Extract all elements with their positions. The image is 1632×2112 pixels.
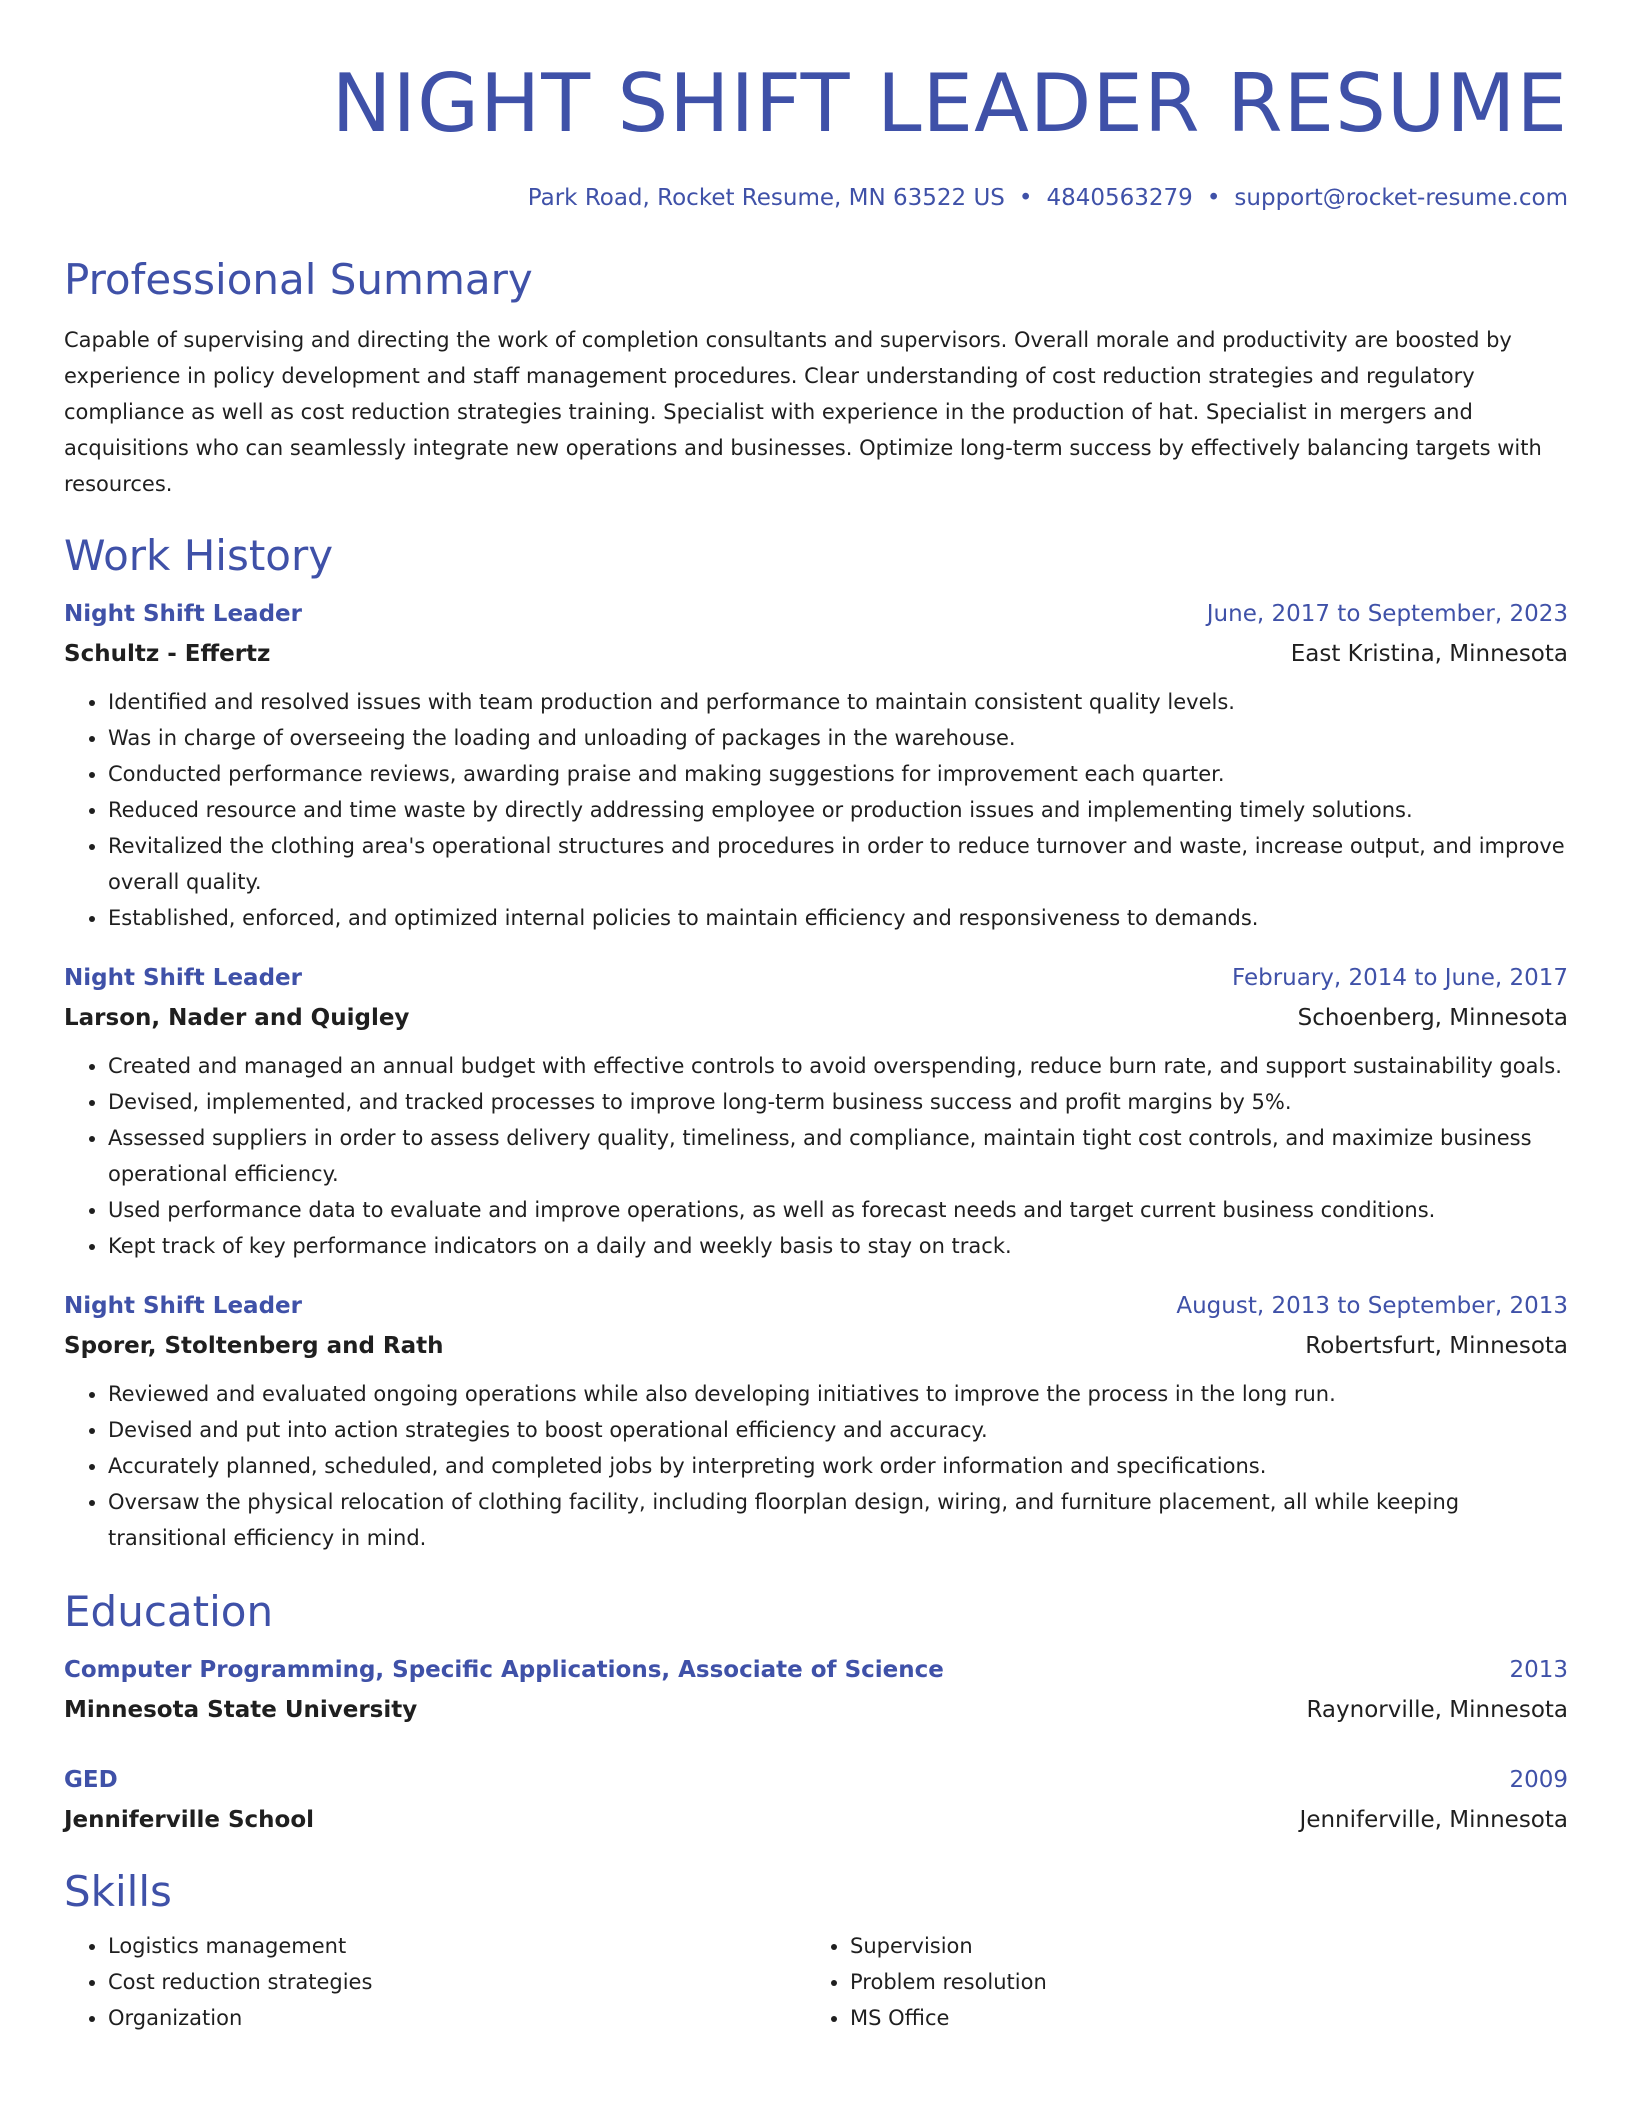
list-item: • Was in charge of overseeing the loading and unloading of packages in the warehouse. xyxy=(108,720,1568,756)
list-item: • Used performance data to evaluate and improve operations, as well as forecast needs and target current business conditions. xyxy=(108,1192,1568,1228)
list-item: • Supervision xyxy=(850,1928,1548,1964)
education-entry xyxy=(64,1760,1568,1840)
separator-dot: • xyxy=(1018,185,1033,211)
list-item: • Created and managed an annual budget with effective controls to avoid overspending, reduce burn rate, and support sustainability goals. xyxy=(108,1048,1568,1084)
education-subheader xyxy=(64,1800,1568,1840)
job-company: Schultz - Effertz xyxy=(64,641,271,667)
job-location: East Kristina, Minnesota xyxy=(1290,641,1568,667)
job-header xyxy=(64,594,1568,634)
list-item: • MS Office xyxy=(850,2000,1548,2036)
education-degree: Computer Programming, Specific Applications, Associate of Science xyxy=(64,1657,944,1683)
job-dates: August, 2013 to September, 2013 xyxy=(1176,1293,1568,1319)
job-dates: February, 2014 to June, 2017 xyxy=(1231,965,1568,991)
contact-line xyxy=(64,182,1568,214)
education-heading: Education xyxy=(64,1587,274,1636)
list-item: • Cost reduction strategies xyxy=(108,1964,806,2000)
skills-heading: Skills xyxy=(64,1867,172,1916)
list-item: • Organization xyxy=(108,2000,806,2036)
email-link[interactable]: support@rocket-resume.com xyxy=(1234,185,1568,211)
list-item: • Conducted performance reviews, awarding praise and making suggestions for improvement each quarter. xyxy=(108,756,1568,792)
separator-dot: • xyxy=(1206,185,1221,211)
education-school: Jenniferville School xyxy=(64,1807,315,1833)
skills-list xyxy=(64,1928,1568,2036)
address: Park Road, Rocket Resume, MN 63522 US xyxy=(527,185,1005,211)
work-history-list xyxy=(64,594,1568,1556)
education-subheader xyxy=(64,1690,1568,1730)
job-bullets xyxy=(64,1048,1568,1264)
resume-page xyxy=(64,0,1568,2036)
job-subheader xyxy=(64,1326,1568,1366)
education-header xyxy=(64,1650,1568,1690)
list-item: • Problem resolution xyxy=(850,1964,1548,2000)
job-role: Night Shift Leader xyxy=(64,601,302,627)
job-company: Larson, Nader and Quigley xyxy=(64,1005,410,1031)
list-item: • Kept track of key performance indicators on a daily and weekly basis to stay on track. xyxy=(108,1228,1568,1264)
education-degree: GED xyxy=(64,1767,118,1793)
summary-text: Capable of supervising and directing the work of completion consultants and supervisors. Overall morale and productivity are boosted by experience in policy development and staff management procedures. Clear understanding of cost reduction strategies and regulatory compliance as well as cost reduction strategies training. Specialist with experience in the production of hat. Specialist in mergers and acquisitions who can seamlessly integrate new operations and businesses. Optimize long-term success by effectively balancing targets with resources. xyxy=(64,328,1542,496)
list-item: • Devised and put into action strategies to boost operational efficiency and accuracy. xyxy=(108,1412,1568,1448)
list-item: • Identified and resolved issues with team production and performance to maintain consistent quality levels. xyxy=(108,684,1568,720)
job-header xyxy=(64,1286,1568,1326)
work-history-heading: Work History xyxy=(64,531,334,580)
list-item: • Revitalized the clothing area's operational structures and procedures in order to reduce turnover and waste, increase output, and improve overall quality. xyxy=(108,828,1568,900)
list-item: • Devised, implemented, and tracked processes to improve long-term business success and profit margins by 5%. xyxy=(108,1084,1568,1120)
list-item: • Reduced resource and time waste by directly addressing employee or production issues and implementing timely solutions. xyxy=(108,792,1568,828)
job-location: Robertsfurt, Minnesota xyxy=(1305,1333,1568,1359)
education-header xyxy=(64,1760,1568,1800)
list-item: • Accurately planned, scheduled, and completed jobs by interpreting work order information and specifications. xyxy=(108,1448,1568,1484)
list-item: • Reviewed and evaluated ongoing operations while also developing initiatives to improve the process in the long run. xyxy=(108,1376,1568,1412)
skills-column-left xyxy=(64,1928,806,2036)
list-item: • Assessed suppliers in order to assess delivery quality, timeliness, and compliance, maintain tight cost controls, and maximize business operational efficiency. xyxy=(108,1120,1568,1192)
job-location: Schoenberg, Minnesota xyxy=(1297,1005,1568,1031)
job-dates: June, 2017 to September, 2023 xyxy=(1206,601,1568,627)
education-entry xyxy=(64,1650,1568,1730)
job-entry xyxy=(64,594,1568,936)
education-location: Raynorville, Minnesota xyxy=(1306,1697,1568,1723)
phone: 4840563279 xyxy=(1046,185,1193,211)
summary-heading: Professional Summary xyxy=(64,255,533,304)
skills-column-right xyxy=(806,1928,1548,2036)
job-bullets xyxy=(64,684,1568,936)
list-item: • Logistics management xyxy=(108,1928,806,1964)
job-bullets xyxy=(64,1376,1568,1556)
job-entry xyxy=(64,958,1568,1264)
education-location: Jenniferville, Minnesota xyxy=(1299,1807,1568,1833)
list-item: • Oversaw the physical relocation of clothing facility, including floorplan design, wiring, and furniture placement, all while keeping transitional efficiency in mind. xyxy=(108,1484,1568,1556)
resume-title: NIGHT SHIFT LEADER RESUME xyxy=(331,57,1568,150)
job-subheader xyxy=(64,998,1568,1038)
job-entry xyxy=(64,1286,1568,1556)
job-role: Night Shift Leader xyxy=(64,965,302,991)
job-subheader xyxy=(64,634,1568,674)
job-role: Night Shift Leader xyxy=(64,1293,302,1319)
education-school: Minnesota State University xyxy=(64,1697,418,1723)
education-year: 2009 xyxy=(1509,1767,1568,1793)
job-header xyxy=(64,958,1568,998)
list-item: • Established, enforced, and optimized internal policies to maintain efficiency and responsiveness to demands. xyxy=(108,900,1568,936)
job-company: Sporer, Stoltenberg and Rath xyxy=(64,1333,444,1359)
education-year: 2013 xyxy=(1509,1657,1568,1683)
